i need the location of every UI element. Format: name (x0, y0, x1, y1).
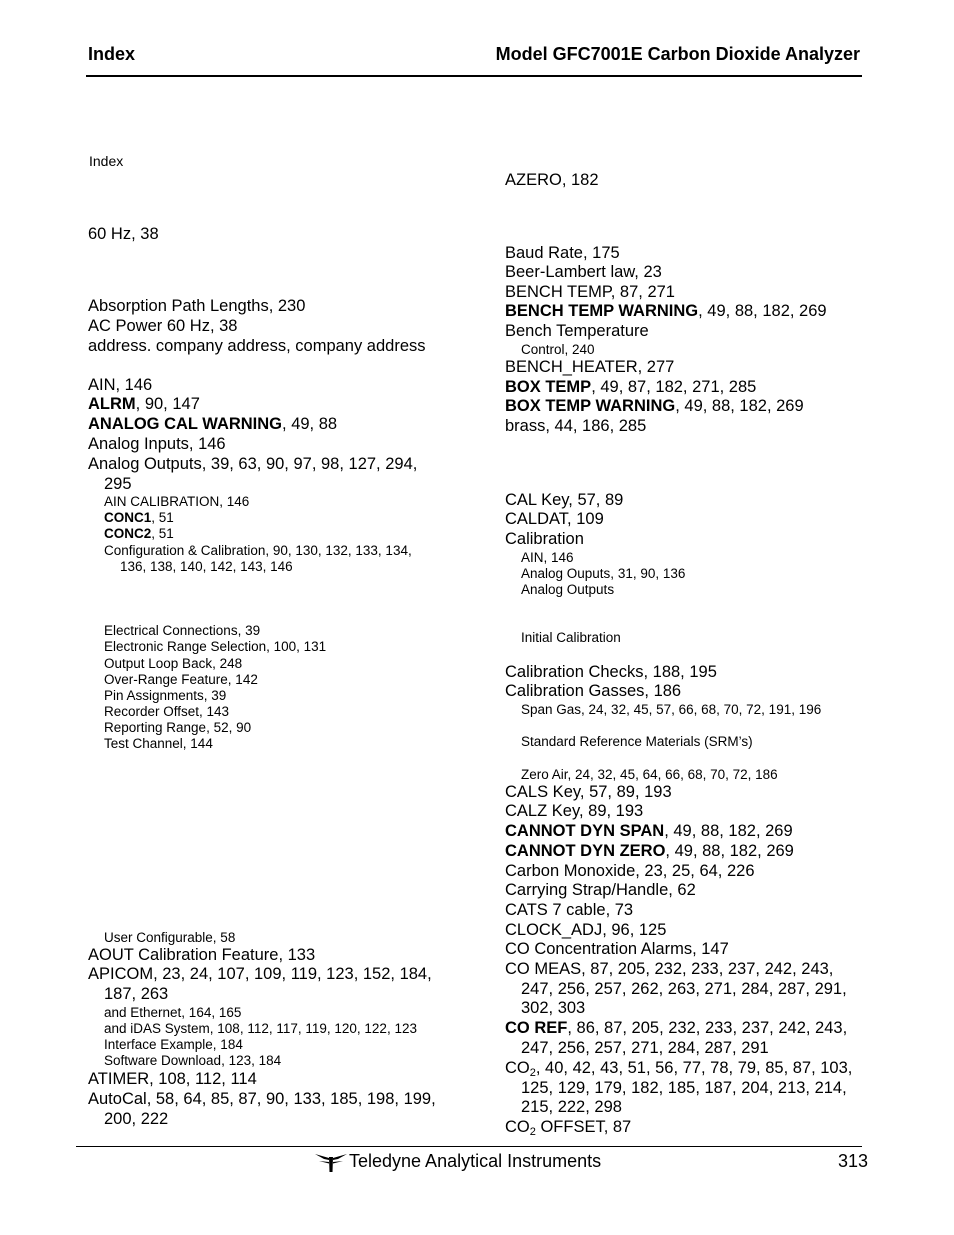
index-entry: AutoCal, 58, 64, 85, 87, 90, 133, 185, 198, 199, 200, 222 (88, 1090, 436, 1128)
index-entry: Beer-Lambert law, 23 (505, 263, 662, 281)
index-subentry: Control, 240 (521, 342, 595, 357)
index-entry: CO REF, 86, 87, 205, 232, 233, 237, 242, 243, 247, 256, 257, 271, 284, 287, 291 (505, 1019, 848, 1057)
index-subentry: Reporting Range, 52, 90 (104, 720, 252, 735)
index-subentry: Electrical Connections, 39 (104, 623, 261, 638)
footer-rule (76, 1146, 862, 1147)
index-entry: AC Power 60 Hz, 38 (88, 317, 238, 335)
index-subentry: Zero Air, 24, 32, 45, 64, 66, 68, 70, 72, 186 (521, 767, 778, 782)
teledyne-logo-icon (314, 1151, 348, 1178)
page-number: 313 (838, 1151, 869, 1171)
index-entry: CAL Key, 57, 89 (505, 491, 624, 509)
index-entry: Analog Inputs, 146 (88, 435, 226, 453)
index-subentry: Software Download, 123, 184 (104, 1053, 282, 1068)
index-entry: Absorption Path Lengths, 230 (88, 297, 306, 315)
index-entry: AOUT Calibration Feature, 133 (88, 946, 316, 964)
index-subentry: AIN, 146 (521, 550, 574, 565)
index-entry: CANNOT DYN ZERO, 49, 88, 182, 269 (505, 842, 794, 860)
index-entry: BENCH_HEATER, 277 (505, 358, 675, 376)
index-subentry: Standard Reference Materials (SRM’s) (521, 734, 753, 749)
index-entry: CALDAT, 109 (505, 510, 604, 528)
index-entry: BOX TEMP WARNING, 49, 88, 182, 269 (505, 397, 804, 415)
index-subentry: CONC1, 51 (104, 510, 174, 525)
index-entry: ATIMER, 108, 112, 114 (88, 1070, 257, 1088)
index-subentry: Span Gas, 24, 32, 45, 57, 66, 68, 70, 72, 191, 196 (521, 702, 822, 717)
index-subentry: and Ethernet, 164, 165 (104, 1005, 242, 1020)
index-entry: Carbon Monoxide, 23, 25, 64, 226 (505, 862, 755, 880)
index-entry: Baud Rate, 175 (505, 244, 620, 262)
index-entry: CLOCK_ADJ, 96, 125 (505, 921, 667, 939)
index-subentry: Output Loop Back, 248 (104, 656, 243, 671)
index-subentry: Electronic Range Selection, 100, 131 (104, 639, 327, 654)
header-document-title: Model GFC7001E Carbon Dioxide Analyzer (495, 44, 860, 64)
index-subentry: Initial Calibration (521, 630, 621, 645)
index-entry: Bench Temperature (505, 322, 649, 340)
index-entry: AZERO, 182 (505, 171, 599, 189)
index-entry: $CO_2$, 40, 42, 43, 51, 56, 77, 78, 79, 85, 87, 103, 125, 129, 179, 182, 185, 187, 204, 213, 214, 215, 222, 298 (505, 1059, 853, 1116)
index-entry: CO Concentration Alarms, 147 (505, 940, 729, 958)
index-entry: ANALOG CAL WARNING, 49, 88 (88, 415, 338, 433)
index-subentry: Recorder Offset, 143 (104, 704, 230, 719)
index-entry: $CO_2$ OFFSET, 87 (505, 1118, 632, 1138)
index-entry: address. company address, company address (88, 337, 426, 355)
index-entry: 60 Hz, 38 (88, 225, 159, 243)
index-entry: Calibration Gasses, 186 (505, 682, 682, 700)
index-subentry: Test Channel, 144 (104, 736, 213, 751)
index-subentry: Analog Ouputs, 31, 90, 136 (521, 566, 686, 581)
index-title: Index (89, 153, 124, 169)
index-entry: brass, 44, 186, 285 (505, 417, 647, 435)
index-subentry: Interface Example, 184 (104, 1037, 243, 1052)
index-entry: CALZ Key, 89, 193 (505, 802, 644, 820)
index-entry: CALS Key, 57, 89, 193 (505, 783, 672, 801)
index-entry: AIN, 146 (88, 376, 153, 394)
index-entry: APICOM, 23, 24, 107, 109, 119, 123, 152, 184, 187, 263 (88, 965, 432, 1003)
header-section-title: Index (88, 44, 136, 64)
index-subentry: Over-Range Feature, 142 (104, 672, 258, 687)
index-entry: BENCH TEMP WARNING, 49, 88, 182, 269 (505, 302, 827, 320)
index-subentry: User Configurable, 58 (104, 930, 236, 945)
index-subentry: Pin Assignments, 39 (104, 688, 227, 703)
index-subentry: Analog Outputs (521, 582, 615, 597)
index-entry: Carrying Strap/Handle, 62 (505, 881, 696, 899)
index-entry: BOX TEMP, 49, 87, 182, 271, 285 (505, 378, 757, 396)
footer-company: Teledyne Analytical Instruments (349, 1151, 602, 1171)
header-rule (86, 75, 862, 77)
index-subentry: Configuration & Calibration, 90, 130, 132, 133, 134, 136, 138, 140, 142, 143, 146 (104, 543, 412, 575)
index-entry: Analog Outputs, 39, 63, 90, 97, 98, 127, 294, 295 (88, 455, 418, 493)
index-entry: BENCH TEMP, 87, 271 (505, 283, 675, 301)
index-entry: Calibration (505, 530, 584, 548)
index-subentry: CONC2, 51 (104, 526, 174, 541)
index-entry: ALRM, 90, 147 (88, 395, 200, 413)
index-subentry: AIN CALIBRATION, 146 (104, 494, 250, 509)
index-entry: CATS 7 cable, 73 (505, 901, 634, 919)
index-subentry: and iDAS System, 108, 112, 117, 119, 120, 122, 123 (104, 1021, 417, 1036)
index-entry: Calibration Checks, 188, 195 (505, 663, 717, 681)
index-entry: CO MEAS, 87, 205, 232, 233, 237, 242, 243, 247, 256, 257, 262, 263, 271, 284, 287, 291, 302, 303 (505, 960, 847, 1017)
index-entry: CANNOT DYN SPAN, 49, 88, 182, 269 (505, 822, 793, 840)
